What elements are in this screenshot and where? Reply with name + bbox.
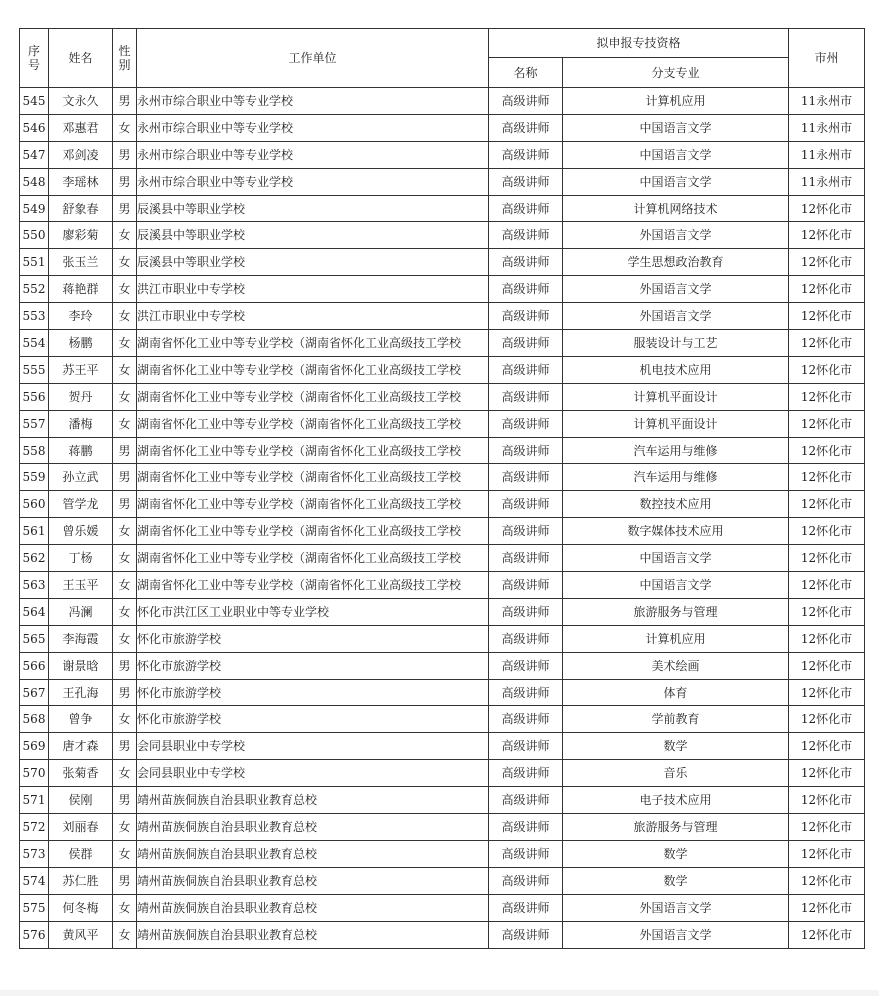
cell-seq: 552 [20, 276, 49, 303]
table-row [20, 249, 865, 276]
cell-sex: 女 [113, 518, 137, 545]
cell-unit: 怀化市旅游学校 [137, 652, 489, 679]
cell-specialty: 外国语言文学 [563, 276, 789, 303]
cell-title: 高级讲师 [489, 625, 563, 652]
cell-name: 蒋艳群 [49, 276, 113, 303]
cell-specialty: 汽车运用与维修 [563, 464, 789, 491]
table-row [20, 330, 865, 357]
cell-seq: 545 [20, 88, 49, 115]
table-row [20, 303, 865, 330]
cell-unit: 怀化市洪江区工业职业中等专业学校 [137, 598, 489, 625]
cell-unit: 湖南省怀化工业中等专业学校（湖南省怀化工业高级技工学校 [137, 464, 489, 491]
cell-seq: 556 [20, 383, 49, 410]
cell-specialty: 计算机网络技术 [563, 195, 789, 222]
table-row [20, 141, 865, 168]
cell-specialty: 外国语言文学 [563, 894, 789, 921]
cell-specialty: 音乐 [563, 760, 789, 787]
cell-seq: 566 [20, 652, 49, 679]
table-row [20, 222, 865, 249]
table-row [20, 652, 865, 679]
cell-name: 苏王平 [49, 356, 113, 383]
cell-title: 高级讲师 [489, 303, 563, 330]
cell-sex: 男 [113, 141, 137, 168]
cell-seq: 561 [20, 518, 49, 545]
cell-city: 12怀化市 [789, 545, 865, 572]
cell-city: 12怀化市 [789, 840, 865, 867]
cell-title: 高级讲师 [489, 814, 563, 841]
cell-specialty: 汽车运用与维修 [563, 437, 789, 464]
cell-specialty: 学生思想政治教育 [563, 249, 789, 276]
cell-unit: 湖南省怀化工业中等专业学校（湖南省怀化工业高级技工学校 [137, 410, 489, 437]
cell-name: 曾争 [49, 706, 113, 733]
cell-specialty: 外国语言文学 [563, 921, 789, 948]
cell-city: 12怀化市 [789, 921, 865, 948]
cell-title: 高级讲师 [489, 222, 563, 249]
cell-city: 12怀化市 [789, 760, 865, 787]
cell-seq: 568 [20, 706, 49, 733]
header-qual-name: 名称 [489, 58, 563, 88]
cell-unit: 靖州苗族侗族自治县职业教育总校 [137, 787, 489, 814]
cell-unit: 靖州苗族侗族自治县职业教育总校 [137, 921, 489, 948]
cell-seq: 567 [20, 679, 49, 706]
cell-specialty: 学前教育 [563, 706, 789, 733]
table-row [20, 276, 865, 303]
cell-name: 张菊香 [49, 760, 113, 787]
table-row [20, 760, 865, 787]
cell-sex: 女 [113, 598, 137, 625]
cell-name: 管学龙 [49, 491, 113, 518]
header-qual-specialty: 分支专业 [563, 58, 789, 88]
table-row [20, 733, 865, 760]
cell-unit: 靖州苗族侗族自治县职业教育总校 [137, 814, 489, 841]
cell-name: 曾乐媛 [49, 518, 113, 545]
cell-sex: 女 [113, 114, 137, 141]
table-row [20, 787, 865, 814]
cell-name: 谢景晗 [49, 652, 113, 679]
cell-city: 12怀化市 [789, 356, 865, 383]
cell-unit: 会同县职业中专学校 [137, 760, 489, 787]
cell-title: 高级讲师 [489, 410, 563, 437]
cell-specialty: 美术绘画 [563, 652, 789, 679]
header-qualification: 拟申报专技资格 [489, 29, 789, 58]
cell-title: 高级讲师 [489, 518, 563, 545]
cell-title: 高级讲师 [489, 598, 563, 625]
table-header [20, 29, 865, 88]
cell-city: 12怀化市 [789, 303, 865, 330]
cell-sex: 女 [113, 760, 137, 787]
cell-unit: 怀化市旅游学校 [137, 625, 489, 652]
cell-specialty: 数控技术应用 [563, 491, 789, 518]
cell-city: 12怀化市 [789, 330, 865, 357]
cell-title: 高级讲师 [489, 437, 563, 464]
cell-title: 高级讲师 [489, 168, 563, 195]
cell-unit: 会同县职业中专学校 [137, 733, 489, 760]
cell-seq: 565 [20, 625, 49, 652]
cell-name: 刘丽春 [49, 814, 113, 841]
cell-title: 高级讲师 [489, 787, 563, 814]
table-row [20, 383, 865, 410]
cell-city: 12怀化市 [789, 383, 865, 410]
cell-specialty: 中国语言文学 [563, 141, 789, 168]
cell-title: 高级讲师 [489, 572, 563, 599]
cell-city: 12怀化市 [789, 195, 865, 222]
cell-title: 高级讲师 [489, 491, 563, 518]
cell-seq: 564 [20, 598, 49, 625]
cell-unit: 靖州苗族侗族自治县职业教育总校 [137, 840, 489, 867]
cell-sex: 男 [113, 491, 137, 518]
cell-sex: 男 [113, 733, 137, 760]
cell-title: 高级讲师 [489, 88, 563, 115]
table-row [20, 410, 865, 437]
cell-city: 12怀化市 [789, 706, 865, 733]
table-row [20, 814, 865, 841]
cell-unit: 湖南省怀化工业中等专业学校（湖南省怀化工业高级技工学校 [137, 518, 489, 545]
cell-title: 高级讲师 [489, 141, 563, 168]
cell-name: 侯刚 [49, 787, 113, 814]
table-body [20, 88, 865, 949]
cell-seq: 575 [20, 894, 49, 921]
table-row [20, 114, 865, 141]
table-row [20, 921, 865, 948]
cell-city: 12怀化市 [789, 222, 865, 249]
cell-name: 杨鹏 [49, 330, 113, 357]
cell-specialty: 计算机平面设计 [563, 383, 789, 410]
header-seq-bottom: 号 [27, 58, 40, 72]
cell-specialty: 数学 [563, 867, 789, 894]
cell-specialty: 数学 [563, 733, 789, 760]
cell-city: 12怀化市 [789, 867, 865, 894]
cell-sex: 女 [113, 545, 137, 572]
table-row [20, 894, 865, 921]
cell-unit: 湖南省怀化工业中等专业学校（湖南省怀化工业高级技工学校 [137, 330, 489, 357]
cell-name: 李海霞 [49, 625, 113, 652]
cell-unit: 湖南省怀化工业中等专业学校（湖南省怀化工业高级技工学校 [137, 572, 489, 599]
cell-specialty: 中国语言文学 [563, 114, 789, 141]
cell-seq: 551 [20, 249, 49, 276]
cell-seq: 557 [20, 410, 49, 437]
cell-sex: 女 [113, 706, 137, 733]
cell-seq: 572 [20, 814, 49, 841]
cell-name: 王孔海 [49, 679, 113, 706]
cell-name: 冯澜 [49, 598, 113, 625]
cell-sex: 女 [113, 894, 137, 921]
table-row [20, 679, 865, 706]
cell-unit: 永州市综合职业中等专业学校 [137, 88, 489, 115]
cell-seq: 570 [20, 760, 49, 787]
cell-name: 文永久 [49, 88, 113, 115]
table-row [20, 195, 865, 222]
cell-sex: 男 [113, 437, 137, 464]
cell-sex: 女 [113, 410, 137, 437]
cell-title: 高级讲师 [489, 706, 563, 733]
cell-sex: 男 [113, 652, 137, 679]
cell-title: 高级讲师 [489, 733, 563, 760]
roster-table [19, 28, 865, 949]
cell-specialty: 中国语言文学 [563, 545, 789, 572]
header-sex [113, 29, 137, 88]
cell-city: 12怀化市 [789, 518, 865, 545]
cell-unit: 永州市综合职业中等专业学校 [137, 114, 489, 141]
cell-city: 11永州市 [789, 114, 865, 141]
cell-unit: 辰溪县中等职业学校 [137, 249, 489, 276]
cell-sex: 女 [113, 840, 137, 867]
cell-seq: 573 [20, 840, 49, 867]
cell-unit: 靖州苗族侗族自治县职业教育总校 [137, 894, 489, 921]
cell-title: 高级讲师 [489, 840, 563, 867]
cell-seq: 558 [20, 437, 49, 464]
cell-specialty: 外国语言文学 [563, 222, 789, 249]
cell-city: 12怀化市 [789, 733, 865, 760]
cell-name: 唐才森 [49, 733, 113, 760]
cell-specialty: 机电技术应用 [563, 356, 789, 383]
cell-city: 12怀化市 [789, 249, 865, 276]
cell-seq: 546 [20, 114, 49, 141]
cell-city: 12怀化市 [789, 894, 865, 921]
cell-unit: 怀化市旅游学校 [137, 679, 489, 706]
cell-title: 高级讲师 [489, 249, 563, 276]
cell-specialty: 数学 [563, 840, 789, 867]
header-row-1 [20, 29, 865, 58]
cell-sex: 男 [113, 168, 137, 195]
table-row [20, 867, 865, 894]
cell-title: 高级讲师 [489, 330, 563, 357]
table-row [20, 464, 865, 491]
cell-sex: 女 [113, 249, 137, 276]
cell-unit: 永州市综合职业中等专业学校 [137, 168, 489, 195]
cell-unit: 湖南省怀化工业中等专业学校（湖南省怀化工业高级技工学校 [137, 356, 489, 383]
cell-city: 12怀化市 [789, 464, 865, 491]
cell-name: 侯群 [49, 840, 113, 867]
cell-specialty: 服装设计与工艺 [563, 330, 789, 357]
cell-name: 何冬梅 [49, 894, 113, 921]
cell-unit: 湖南省怀化工业中等专业学校（湖南省怀化工业高级技工学校 [137, 437, 489, 464]
cell-name: 舒象春 [49, 195, 113, 222]
cell-title: 高级讲师 [489, 276, 563, 303]
cell-sex: 女 [113, 222, 137, 249]
cell-unit: 永州市综合职业中等专业学校 [137, 141, 489, 168]
cell-sex: 女 [113, 383, 137, 410]
cell-city: 12怀化市 [789, 814, 865, 841]
cell-unit: 洪江市职业中专学校 [137, 303, 489, 330]
cell-specialty: 计算机应用 [563, 625, 789, 652]
cell-sex: 女 [113, 356, 137, 383]
cell-seq: 553 [20, 303, 49, 330]
table-row [20, 598, 865, 625]
cell-unit: 湖南省怀化工业中等专业学校（湖南省怀化工业高级技工学校 [137, 491, 489, 518]
cell-sex: 女 [113, 330, 137, 357]
cell-title: 高级讲师 [489, 652, 563, 679]
cell-name: 廖彩菊 [49, 222, 113, 249]
cell-specialty: 外国语言文学 [563, 303, 789, 330]
header-name: 姓名 [49, 29, 113, 88]
cell-unit: 怀化市旅游学校 [137, 706, 489, 733]
table-row [20, 437, 865, 464]
cell-seq: 574 [20, 867, 49, 894]
cell-title: 高级讲师 [489, 356, 563, 383]
cell-sex: 女 [113, 921, 137, 948]
cell-sex: 男 [113, 195, 137, 222]
table-row [20, 518, 865, 545]
cell-sex: 男 [113, 867, 137, 894]
cell-seq: 547 [20, 141, 49, 168]
header-sex-top: 性 [118, 44, 131, 58]
cell-specialty: 中国语言文学 [563, 168, 789, 195]
cell-specialty: 旅游服务与管理 [563, 598, 789, 625]
header-unit: 工作单位 [137, 29, 489, 88]
cell-city: 12怀化市 [789, 437, 865, 464]
table-row [20, 168, 865, 195]
cell-title: 高级讲师 [489, 383, 563, 410]
cell-sex: 男 [113, 679, 137, 706]
cell-city: 12怀化市 [789, 276, 865, 303]
cell-title: 高级讲师 [489, 464, 563, 491]
cell-name: 邓剑凌 [49, 141, 113, 168]
cell-seq: 554 [20, 330, 49, 357]
cell-title: 高级讲师 [489, 679, 563, 706]
cell-seq: 550 [20, 222, 49, 249]
cell-title: 高级讲师 [489, 867, 563, 894]
cell-sex: 男 [113, 787, 137, 814]
cell-city: 12怀化市 [789, 625, 865, 652]
cell-city: 12怀化市 [789, 572, 865, 599]
page-bottom-edge [0, 990, 879, 996]
cell-seq: 571 [20, 787, 49, 814]
cell-city: 12怀化市 [789, 787, 865, 814]
cell-name: 李玲 [49, 303, 113, 330]
cell-title: 高级讲师 [489, 114, 563, 141]
cell-city: 11永州市 [789, 141, 865, 168]
table-row [20, 840, 865, 867]
cell-unit: 靖州苗族侗族自治县职业教育总校 [137, 867, 489, 894]
cell-seq: 569 [20, 733, 49, 760]
cell-title: 高级讲师 [489, 921, 563, 948]
cell-sex: 女 [113, 572, 137, 599]
cell-sex: 男 [113, 88, 137, 115]
header-sex-bottom: 别 [118, 58, 131, 72]
cell-city: 12怀化市 [789, 679, 865, 706]
cell-title: 高级讲师 [489, 894, 563, 921]
cell-city: 12怀化市 [789, 410, 865, 437]
cell-city: 11永州市 [789, 88, 865, 115]
cell-sex: 女 [113, 303, 137, 330]
cell-unit: 湖南省怀化工业中等专业学校（湖南省怀化工业高级技工学校 [137, 383, 489, 410]
header-seq [20, 29, 49, 88]
cell-sex: 女 [113, 625, 137, 652]
cell-specialty: 计算机应用 [563, 88, 789, 115]
cell-sex: 女 [113, 276, 137, 303]
table-row [20, 491, 865, 518]
cell-name: 苏仁胜 [49, 867, 113, 894]
cell-seq: 559 [20, 464, 49, 491]
cell-seq: 560 [20, 491, 49, 518]
cell-title: 高级讲师 [489, 545, 563, 572]
cell-specialty: 体育 [563, 679, 789, 706]
cell-sex: 女 [113, 814, 137, 841]
cell-title: 高级讲师 [489, 195, 563, 222]
cell-seq: 555 [20, 356, 49, 383]
table-row [20, 706, 865, 733]
cell-seq: 549 [20, 195, 49, 222]
cell-specialty: 电子技术应用 [563, 787, 789, 814]
cell-name: 张玉兰 [49, 249, 113, 276]
cell-specialty: 数字媒体技术应用 [563, 518, 789, 545]
table-row [20, 572, 865, 599]
table-row [20, 356, 865, 383]
table-row [20, 625, 865, 652]
cell-name: 王玉平 [49, 572, 113, 599]
cell-specialty: 计算机平面设计 [563, 410, 789, 437]
header-city: 市州 [789, 29, 865, 88]
cell-name: 邓惠君 [49, 114, 113, 141]
cell-sex: 男 [113, 464, 137, 491]
table-row [20, 545, 865, 572]
cell-city: 12怀化市 [789, 652, 865, 679]
cell-seq: 562 [20, 545, 49, 572]
cell-city: 12怀化市 [789, 598, 865, 625]
cell-name: 黄风平 [49, 921, 113, 948]
table-row [20, 88, 865, 115]
cell-unit: 辰溪县中等职业学校 [137, 195, 489, 222]
cell-title: 高级讲师 [489, 760, 563, 787]
cell-seq: 548 [20, 168, 49, 195]
cell-seq: 563 [20, 572, 49, 599]
header-seq-top: 序 [27, 44, 40, 58]
cell-city: 11永州市 [789, 168, 865, 195]
cell-name: 李瑶林 [49, 168, 113, 195]
cell-unit: 湖南省怀化工业中等专业学校（湖南省怀化工业高级技工学校 [137, 545, 489, 572]
cell-name: 丁杨 [49, 545, 113, 572]
cell-specialty: 中国语言文学 [563, 572, 789, 599]
cell-unit: 辰溪县中等职业学校 [137, 222, 489, 249]
cell-seq: 576 [20, 921, 49, 948]
cell-name: 贺丹 [49, 383, 113, 410]
cell-specialty: 旅游服务与管理 [563, 814, 789, 841]
cell-name: 孙立武 [49, 464, 113, 491]
cell-name: 潘梅 [49, 410, 113, 437]
cell-city: 12怀化市 [789, 491, 865, 518]
cell-unit: 洪江市职业中专学校 [137, 276, 489, 303]
cell-name: 蒋鹏 [49, 437, 113, 464]
